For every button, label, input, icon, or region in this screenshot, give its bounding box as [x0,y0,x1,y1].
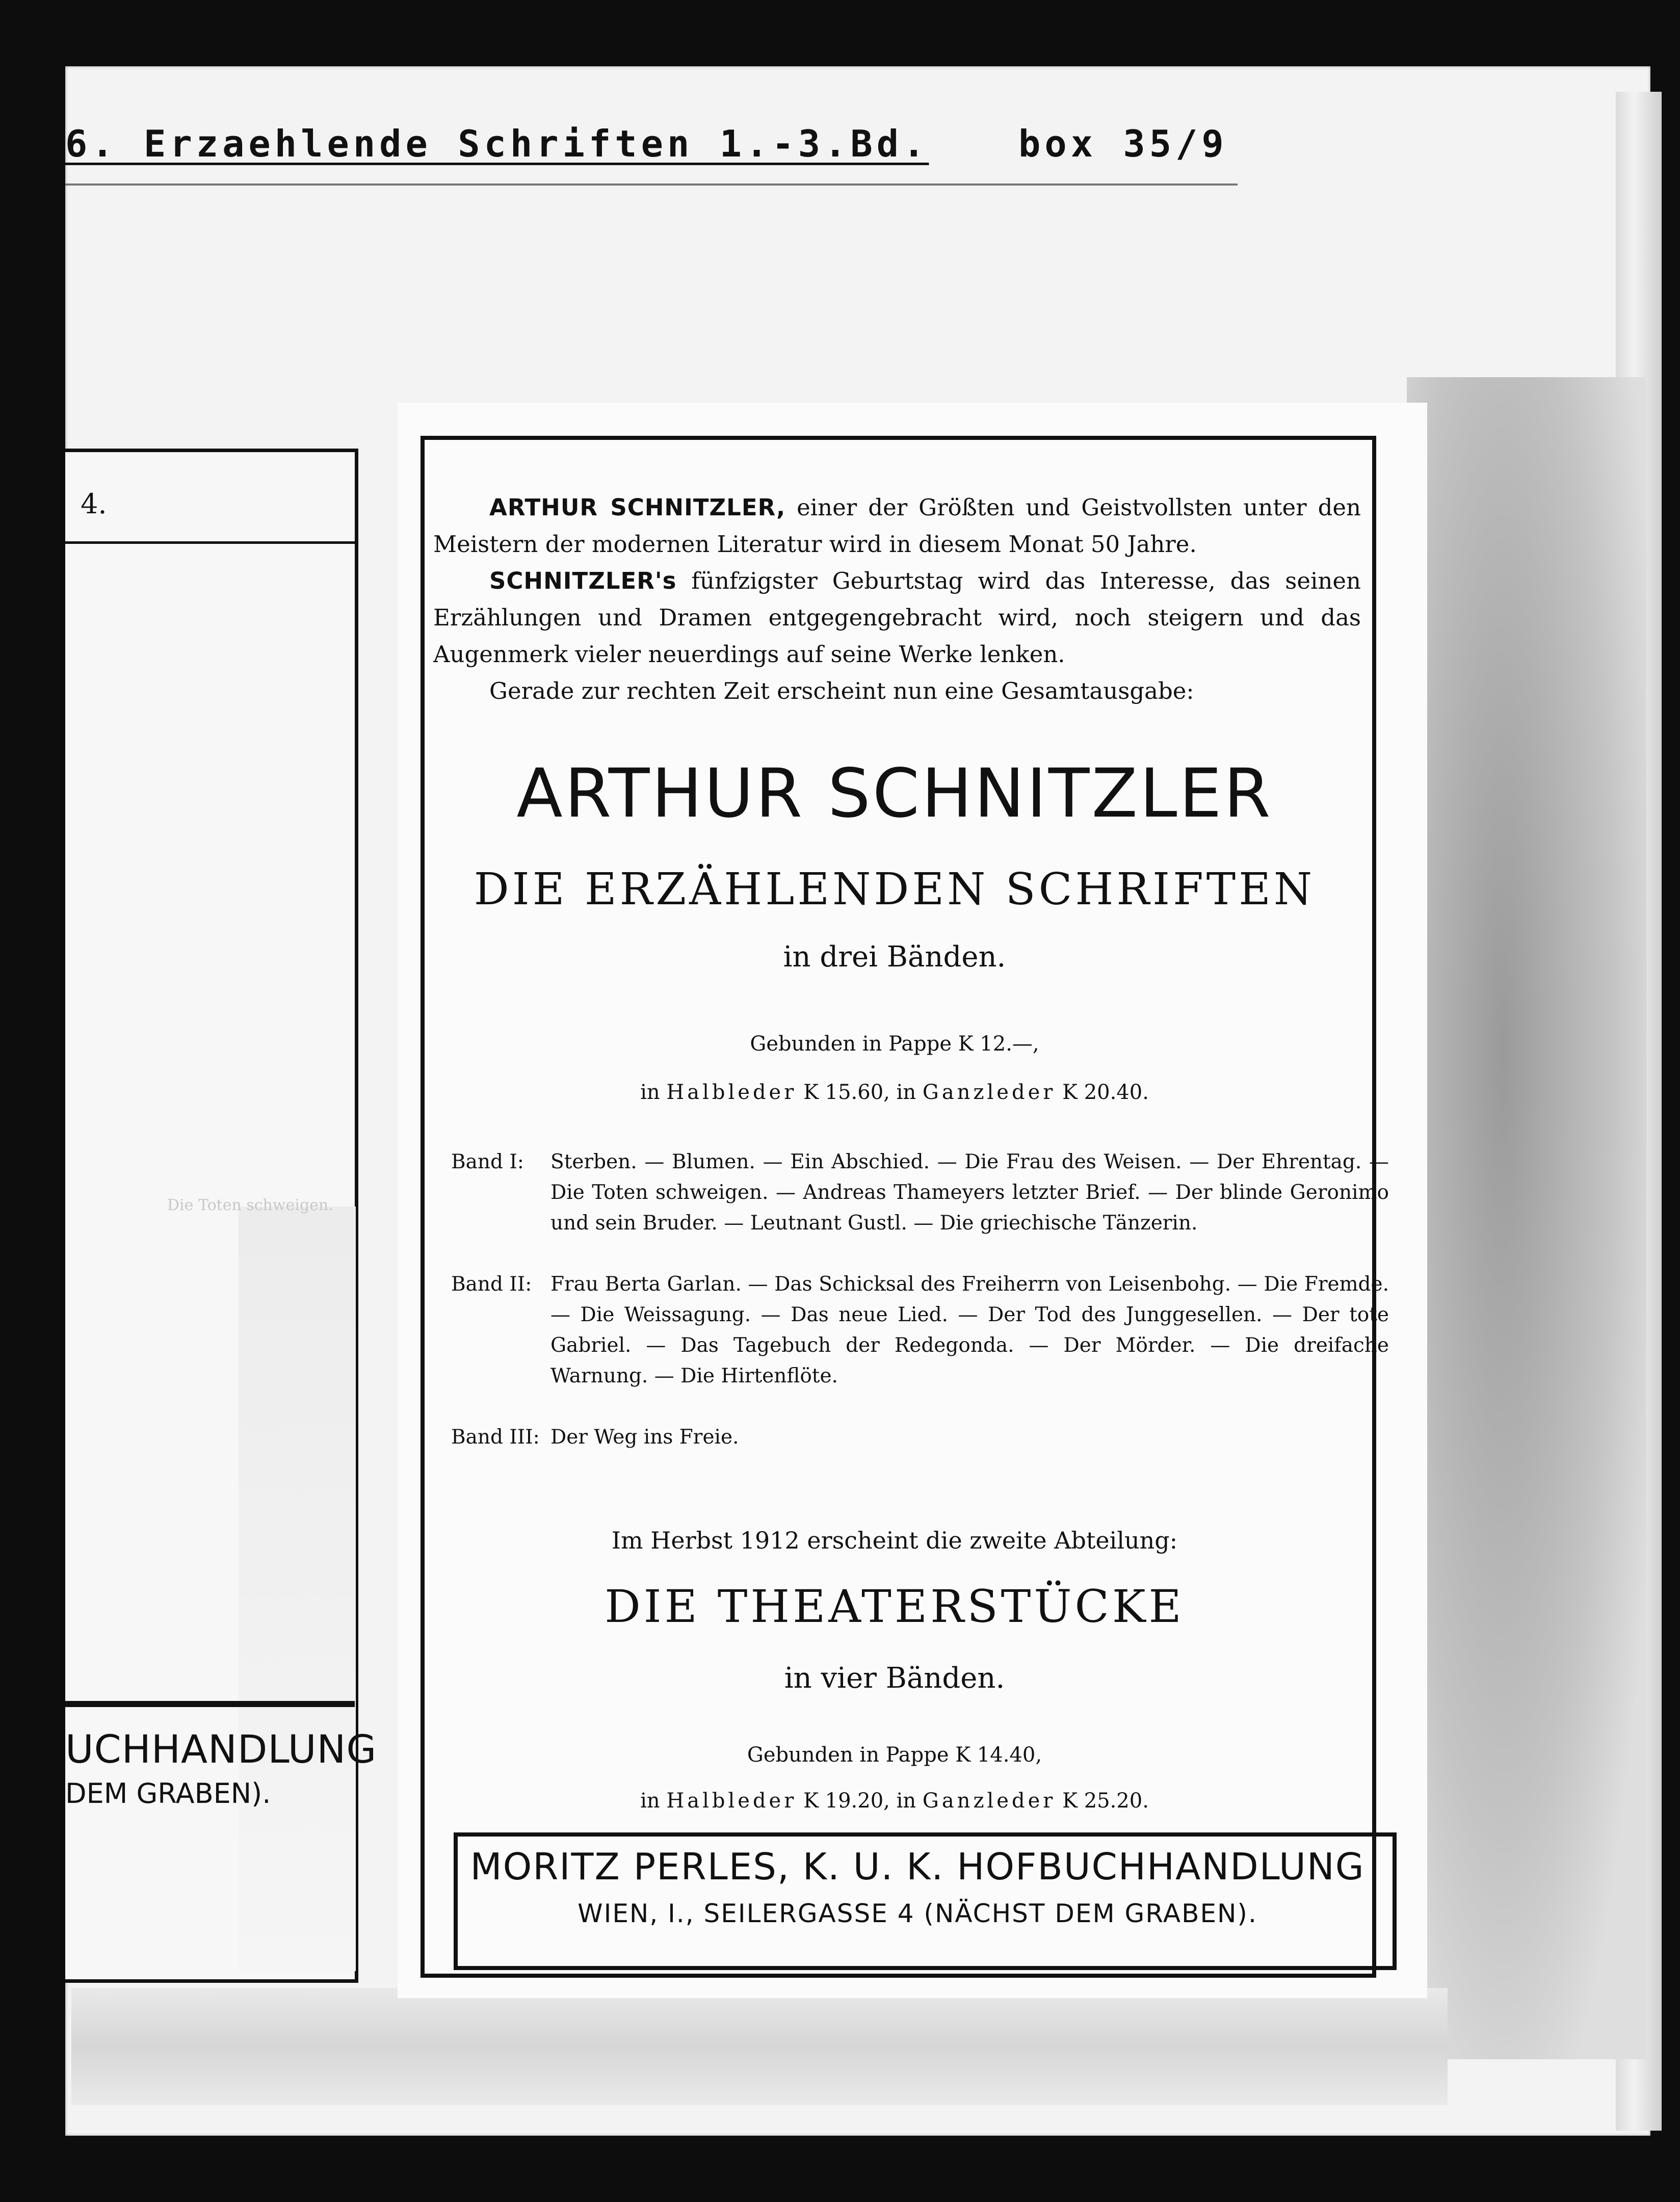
second-part-announcement: Im Herbst 1912 erscheint die zweite Abteilung: [611,1527,1178,1554]
price-leather-c: K 15.60, in [803,1081,916,1104]
intro-text-1: einer der Größten und Geistvollsten unter den Meistern der modernen Literatur wird in diesem Monat 50 Jahre. [433,494,1361,558]
clipping-shop-line2: DEM GRABEN). [65,1777,271,1810]
band-row [451,1422,1389,1453]
publisher-name: MORITZ PERLES, K. U. K. HOFBUCHHANDLUNG [470,1845,1365,1888]
intro-paragraph-2 [433,563,1361,673]
bottom-paper-shadow [71,1988,1448,2105]
band-row [451,1269,1389,1392]
band-label: Band III: [451,1426,540,1449]
intro-paragraph-3 [433,673,1361,710]
band-contents: Frau Berta Garlan. — Das Schicksal des Freiherrn von Leisenbohg. — Die Fremde. — Die Weissagung. — Das neue Lied. — Der Tod des Junggesellen. — Der tote Gabriel. — Das Tagebuch der Redegonda. — Der Mörder. — Die dreifache Warnung. — Die Hirtenflöte. [550,1273,1389,1387]
advertisement-intro [433,489,1361,710]
publisher-address: WIEN, I., SEILERGASSE 4 (NÄCHST DEM GRABEN). [578,1899,1257,1928]
price-leather-a: in [640,1081,660,1104]
price-leather-e: K 20.40. [1062,1081,1149,1104]
clipping-faint-column [239,1207,356,1971]
band-label: Band I: [451,1150,524,1173]
theater-price-leather-b: Halbleder [666,1789,797,1813]
band-contents: Der Weg ins Freie. [550,1426,739,1449]
clipping-shop-line1: UCHHANDLUNG [65,1726,377,1772]
backing-paper [1407,377,1646,2059]
clipping-number: 4. [81,488,107,520]
left-newspaper-clipping [65,449,377,1983]
intro-name-2: SCHNITZLER's [489,567,677,594]
band-label: Band II: [451,1273,532,1296]
intro-text-2: fünfzigster Geburtstag wird das Interesse, das seinen Erzählungen und Dramen entgegengebracht wird, noch steigern und das Augenmerk vieler neuerdings auf seine Werke lenken. [433,567,1361,668]
theater-price-leather-e: K 25.20. [1062,1789,1149,1813]
price-leather-b: Halbleder [666,1081,797,1104]
header-rule [65,184,1238,186]
folder-header [65,122,1289,168]
price-leather-d: Ganzleder [922,1081,1056,1104]
folder-title: 6. Erzaehlende Schriften 1.-3.Bd. [65,122,929,165]
author-heading: ARTHUR SCHNITZLER [516,754,1273,833]
theater-price-leather-a: in [640,1789,660,1813]
folder-box-number: box 35/9 [1018,122,1228,165]
band-contents: Sterben. — Blumen. — Ein Abschied. — Die Frau des Weisen. — Der Ehrentag. — Die Toten schweigen. — Andreas Thameyers letzter Brief. — Der blinde Geronimo und sein Bruder. — Leutnant Gustl. — Die griechische Tänzerin. [550,1150,1389,1235]
band-row [451,1147,1389,1239]
intro-paragraph-1 [433,489,1361,563]
clipping-footer-rule [65,1701,355,1707]
theater-price-leather-d: Ganzleder [922,1789,1056,1813]
intro-name-1: ARTHUR SCHNITZLER, [489,494,786,521]
advertisement-clipping [398,403,1427,1998]
clipping-faint-text: Die Toten schweigen. [167,1196,333,1214]
intro-text-3: Gerade zur rechten Zeit erscheint nun eine Gesamtausgabe: [489,677,1194,704]
series-volumes: in drei Bänden. [783,940,1006,974]
price-bound: Gebunden in Pappe K 12.—, [750,1032,1039,1056]
price-leather [398,1081,1392,1104]
theater-title: DIE THEATERSTÜCKE [605,1580,1185,1633]
series-title: DIE ERZÄHLENDEN SCHRIFTEN [474,864,1316,915]
theater-price-leather-c: K 19.20, in [803,1789,916,1813]
theater-price-leather [398,1789,1392,1813]
theater-price-bound: Gebunden in Pappe K 14.40, [747,1743,1042,1767]
theater-volumes: in vier Bänden. [784,1662,1005,1695]
clipping-rule [65,541,355,544]
